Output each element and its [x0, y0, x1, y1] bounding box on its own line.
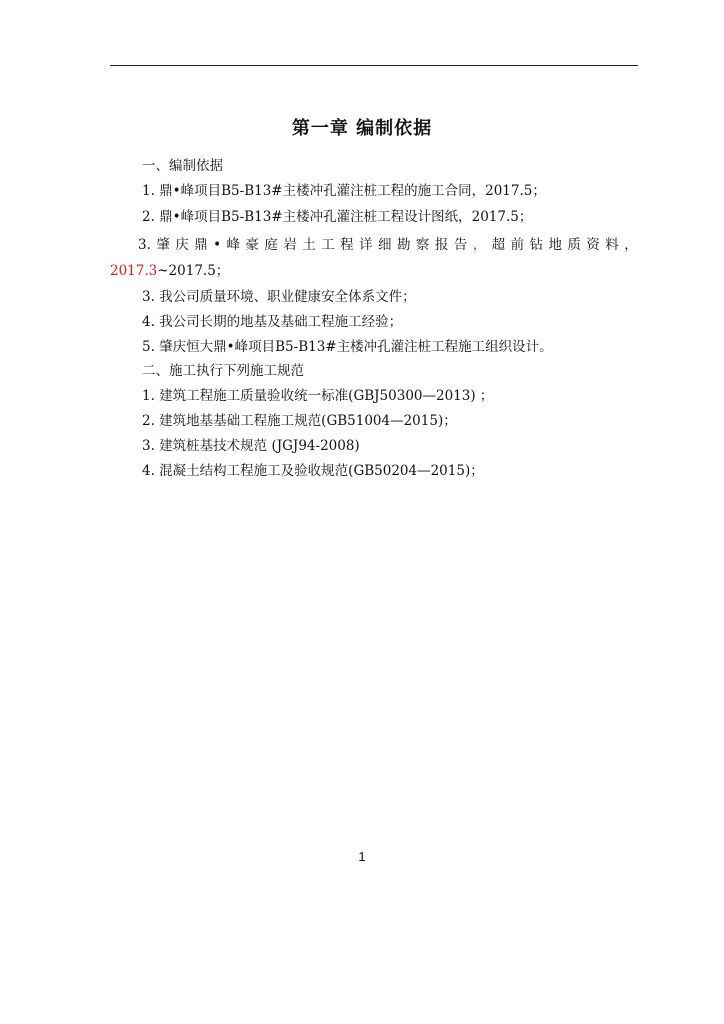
tracked-change-date: 2017.3: [110, 263, 158, 279]
text-char: •: [213, 237, 222, 253]
text-char: ，: [624, 237, 638, 253]
text-char: 庭: [264, 237, 278, 253]
list-item: 5. 肇庆恒大鼎•峰项目B5-B13#主楼冲孔灌注桩工程施工组织设计。: [142, 339, 553, 355]
list-item: 3. 建筑桩基技术规范 (JGJ94-2008): [142, 438, 360, 454]
text-char: 鼎: [194, 237, 208, 253]
header-rule: [110, 65, 638, 66]
text-char: 详: [359, 237, 373, 253]
text-char: 报: [434, 237, 449, 253]
text-char: 程: [340, 237, 354, 253]
list-item: 1. 鼎•峰项目B5-B13#主楼冲孔灌注桩工程的施工合同，2017.5；: [142, 183, 546, 199]
list-item: 1. 建筑工程施工质量验收统一标准(GBJ50300—2013) ；: [142, 388, 494, 404]
text-char: 肇: [156, 237, 170, 253]
list-item-justified: [138, 236, 638, 254]
list-item: 2. 建筑地基基础工程施工规范(GB51004—2015)；: [142, 413, 457, 429]
list-item: 4. 我公司长期的地基及基础工程施工经验；: [142, 314, 403, 330]
text-char: 钻: [529, 237, 544, 253]
text-char: 细: [378, 237, 392, 253]
section-heading-1: 一、编制依据: [142, 158, 223, 174]
text-char: 地: [548, 237, 562, 253]
text-char: 豪: [245, 237, 259, 253]
text-char: 峰: [226, 237, 241, 253]
text-char: 察: [415, 237, 430, 253]
text-char: 勘: [396, 237, 411, 253]
text-char: 料: [605, 237, 619, 253]
text-char: 质: [567, 237, 581, 253]
list-item: 2. 鼎•峰项目B5-B13#主楼冲孔灌注桩工程设计图纸，2017.5；: [142, 209, 533, 225]
list-item: 4. 混凝土结构工程施工及验收规范(GB50204—2015)；: [142, 463, 484, 479]
text-char: 告: [453, 237, 468, 253]
continuation-text: ~2017.5；: [157, 263, 230, 279]
item-number: 3.: [138, 237, 151, 253]
list-item-continuation: [110, 262, 229, 280]
page-number: 1: [358, 849, 366, 864]
chapter-title: 第一章 编制依据: [291, 118, 433, 139]
text-char: 超: [491, 237, 506, 253]
text-char: 工: [321, 237, 335, 253]
tracked-change-comma: ，: [472, 237, 487, 253]
text-char: 前: [510, 237, 525, 253]
text-char: 土: [302, 237, 316, 253]
text-char: 岩: [283, 237, 297, 253]
list-item: 3. 我公司质量环境、职业健康安全体系文件；: [142, 289, 416, 305]
text-char: 资: [586, 237, 600, 253]
text-char: 庆: [175, 237, 189, 253]
section-heading-2: 二、施工执行下列施工规范: [142, 363, 304, 379]
